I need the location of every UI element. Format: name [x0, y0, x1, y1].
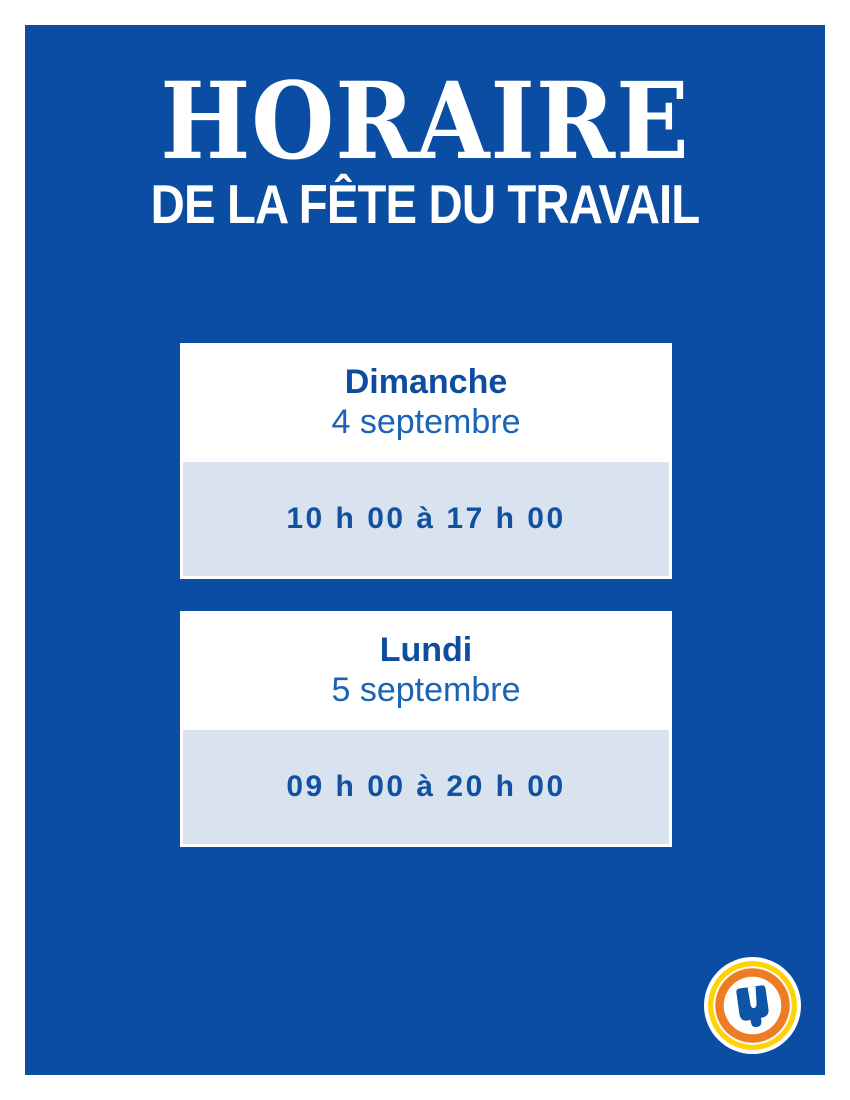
schedule-card-monday [180, 611, 672, 847]
hours-label: 10 h 00 à 17 h 00 [286, 502, 566, 535]
schedule-card-sunday-header [183, 343, 669, 462]
u-brand-icon [722, 975, 784, 1037]
schedule-card-monday-header [183, 611, 669, 730]
date-label: 4 septembre [331, 403, 521, 441]
date-label: 5 septembre [331, 671, 521, 709]
poster-title: HORAIRE [160, 58, 690, 183]
hours-label: 09 h 00 à 20 h 00 [286, 770, 566, 803]
schedule-card-sunday-hours-panel [183, 462, 669, 576]
poster-background [25, 25, 825, 1075]
brand-logo [704, 957, 801, 1054]
poster-subtitle: DE LA FÊTE DU TRAVAIL [150, 173, 700, 235]
day-label: Lundi [379, 630, 473, 669]
day-label: Dimanche [344, 362, 508, 401]
schedule-card-monday-hours-panel [183, 730, 669, 844]
schedule-card-sunday [180, 343, 672, 579]
